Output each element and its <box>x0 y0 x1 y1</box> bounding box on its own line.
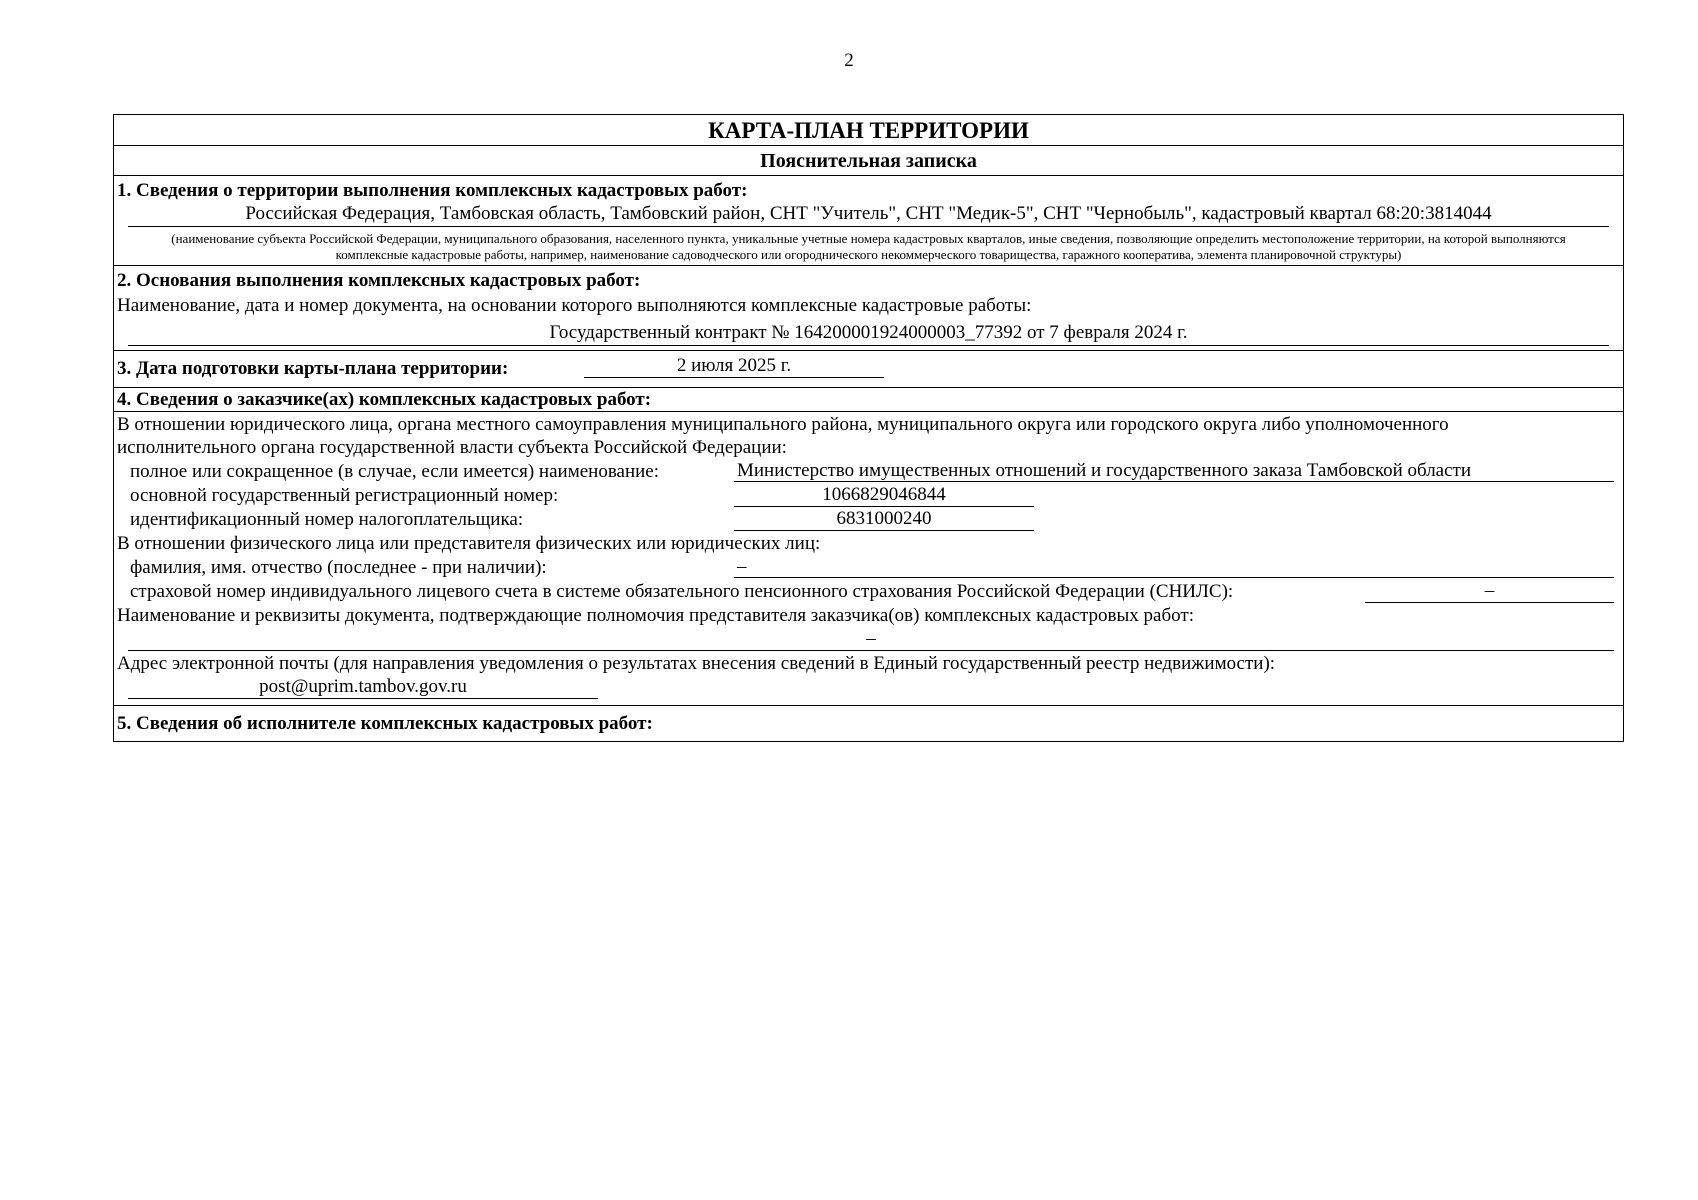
snils-value: – <box>1365 580 1614 603</box>
section-5-heading: 5. Сведения об исполнителе комплексных кадастровых работ: <box>117 713 653 734</box>
section-3 <box>114 351 1623 388</box>
section-4-heading-row <box>114 388 1623 412</box>
email-value: post@uprim.tambov.gov.ru <box>128 676 598 699</box>
ogrn-value: 1066829046844 <box>734 484 1034 507</box>
fio-value: – <box>734 556 1614 578</box>
section-1 <box>114 176 1623 266</box>
section-4 <box>114 412 1623 706</box>
document-subtitle: Пояснительная записка <box>114 146 1623 176</box>
territory-map-plan-form <box>113 114 1624 742</box>
inn-label: идентификационный номер налогоплательщика: <box>130 509 524 530</box>
snils-label: страховой номер индивидуального лицевого счета в системе обязательного пенсионного страхования Российской Федерации (СНИЛС): <box>130 581 1234 602</box>
customer-name-value: Министерство имущественных отношений и государственного заказа Тамбовской области <box>734 460 1614 482</box>
section-1-heading: 1. Сведения о территории выполнения комплексных кадастровых работ: <box>117 180 748 201</box>
territory-note: (наименование субъекта Российской Федерации, муниципального образования, населенного пункта, уникальные учетные номера кадастровых кварталов, иные сведения, позволяющие определить местоположение территории, на которой выполняются комплексные кадастровые работы, например, наименование садоводческого или огороднического некоммерческого товарищества, гаражного кооператива, элемента планировочной структуры) <box>171 231 1566 262</box>
doc-value: – <box>128 628 1614 651</box>
inn-value: 6831000240 <box>734 508 1034 531</box>
legal-intro-line-2: исполнительного органа государственной власти субъекта Российской Федерации: <box>117 437 787 458</box>
person-intro: В отношении физического лица или представителя физических или юридических лиц: <box>117 533 821 554</box>
section-2 <box>114 266 1623 351</box>
email-label: Адрес электронной почты (для направления уведомления о результатах внесения сведений в Единый государственный реестр недвижимости): <box>117 653 1276 674</box>
customer-name-label: полное или сокращенное (в случае, если имеется) наименование: <box>130 461 660 482</box>
basis-document-label: Наименование, дата и номер документа, на основании которого выполняются комплексные кадастровые работы: <box>117 295 1032 316</box>
section-2-heading: 2. Основания выполнения комплексных кадастровых работ: <box>117 270 641 291</box>
legal-intro-line-1: В отношении юридического лица, органа местного самоуправления муниципального района, муниципального округа или городского округа либо уполномоченного <box>117 414 1449 435</box>
doc-label: Наименование и реквизиты документа, подтверждающие полномочия представителя заказчика(ов) комплексных кадастровых работ: <box>117 605 1194 626</box>
territory-value: Российская Федерация, Тамбовская область, Тамбовский район, СНТ "Учитель", СНТ "Медик-5", СНТ "Чернобыль", кадастровый квартал 68:20:3814044 <box>128 202 1609 227</box>
section-4-heading: 4. Сведения о заказчике(ах) комплексных кадастровых работ: <box>117 389 652 410</box>
fio-label: фамилия, имя. отчество (последнее - при наличии): <box>130 557 547 578</box>
ogrn-label: основной государственный регистрационный номер: <box>130 485 559 506</box>
basis-document-value: Государственный контракт № 164200001924000003_77392 от 7 февраля 2024 г. <box>128 321 1609 346</box>
section-3-heading: 3. Дата подготовки карты-плана территории: <box>117 358 509 379</box>
preparation-date-value: 2 июля 2025 г. <box>584 355 884 378</box>
page-number: 2 <box>844 50 854 71</box>
section-5 <box>114 706 1623 741</box>
document-title: КАРТА-ПЛАН ТЕРРИТОРИИ <box>114 115 1623 146</box>
